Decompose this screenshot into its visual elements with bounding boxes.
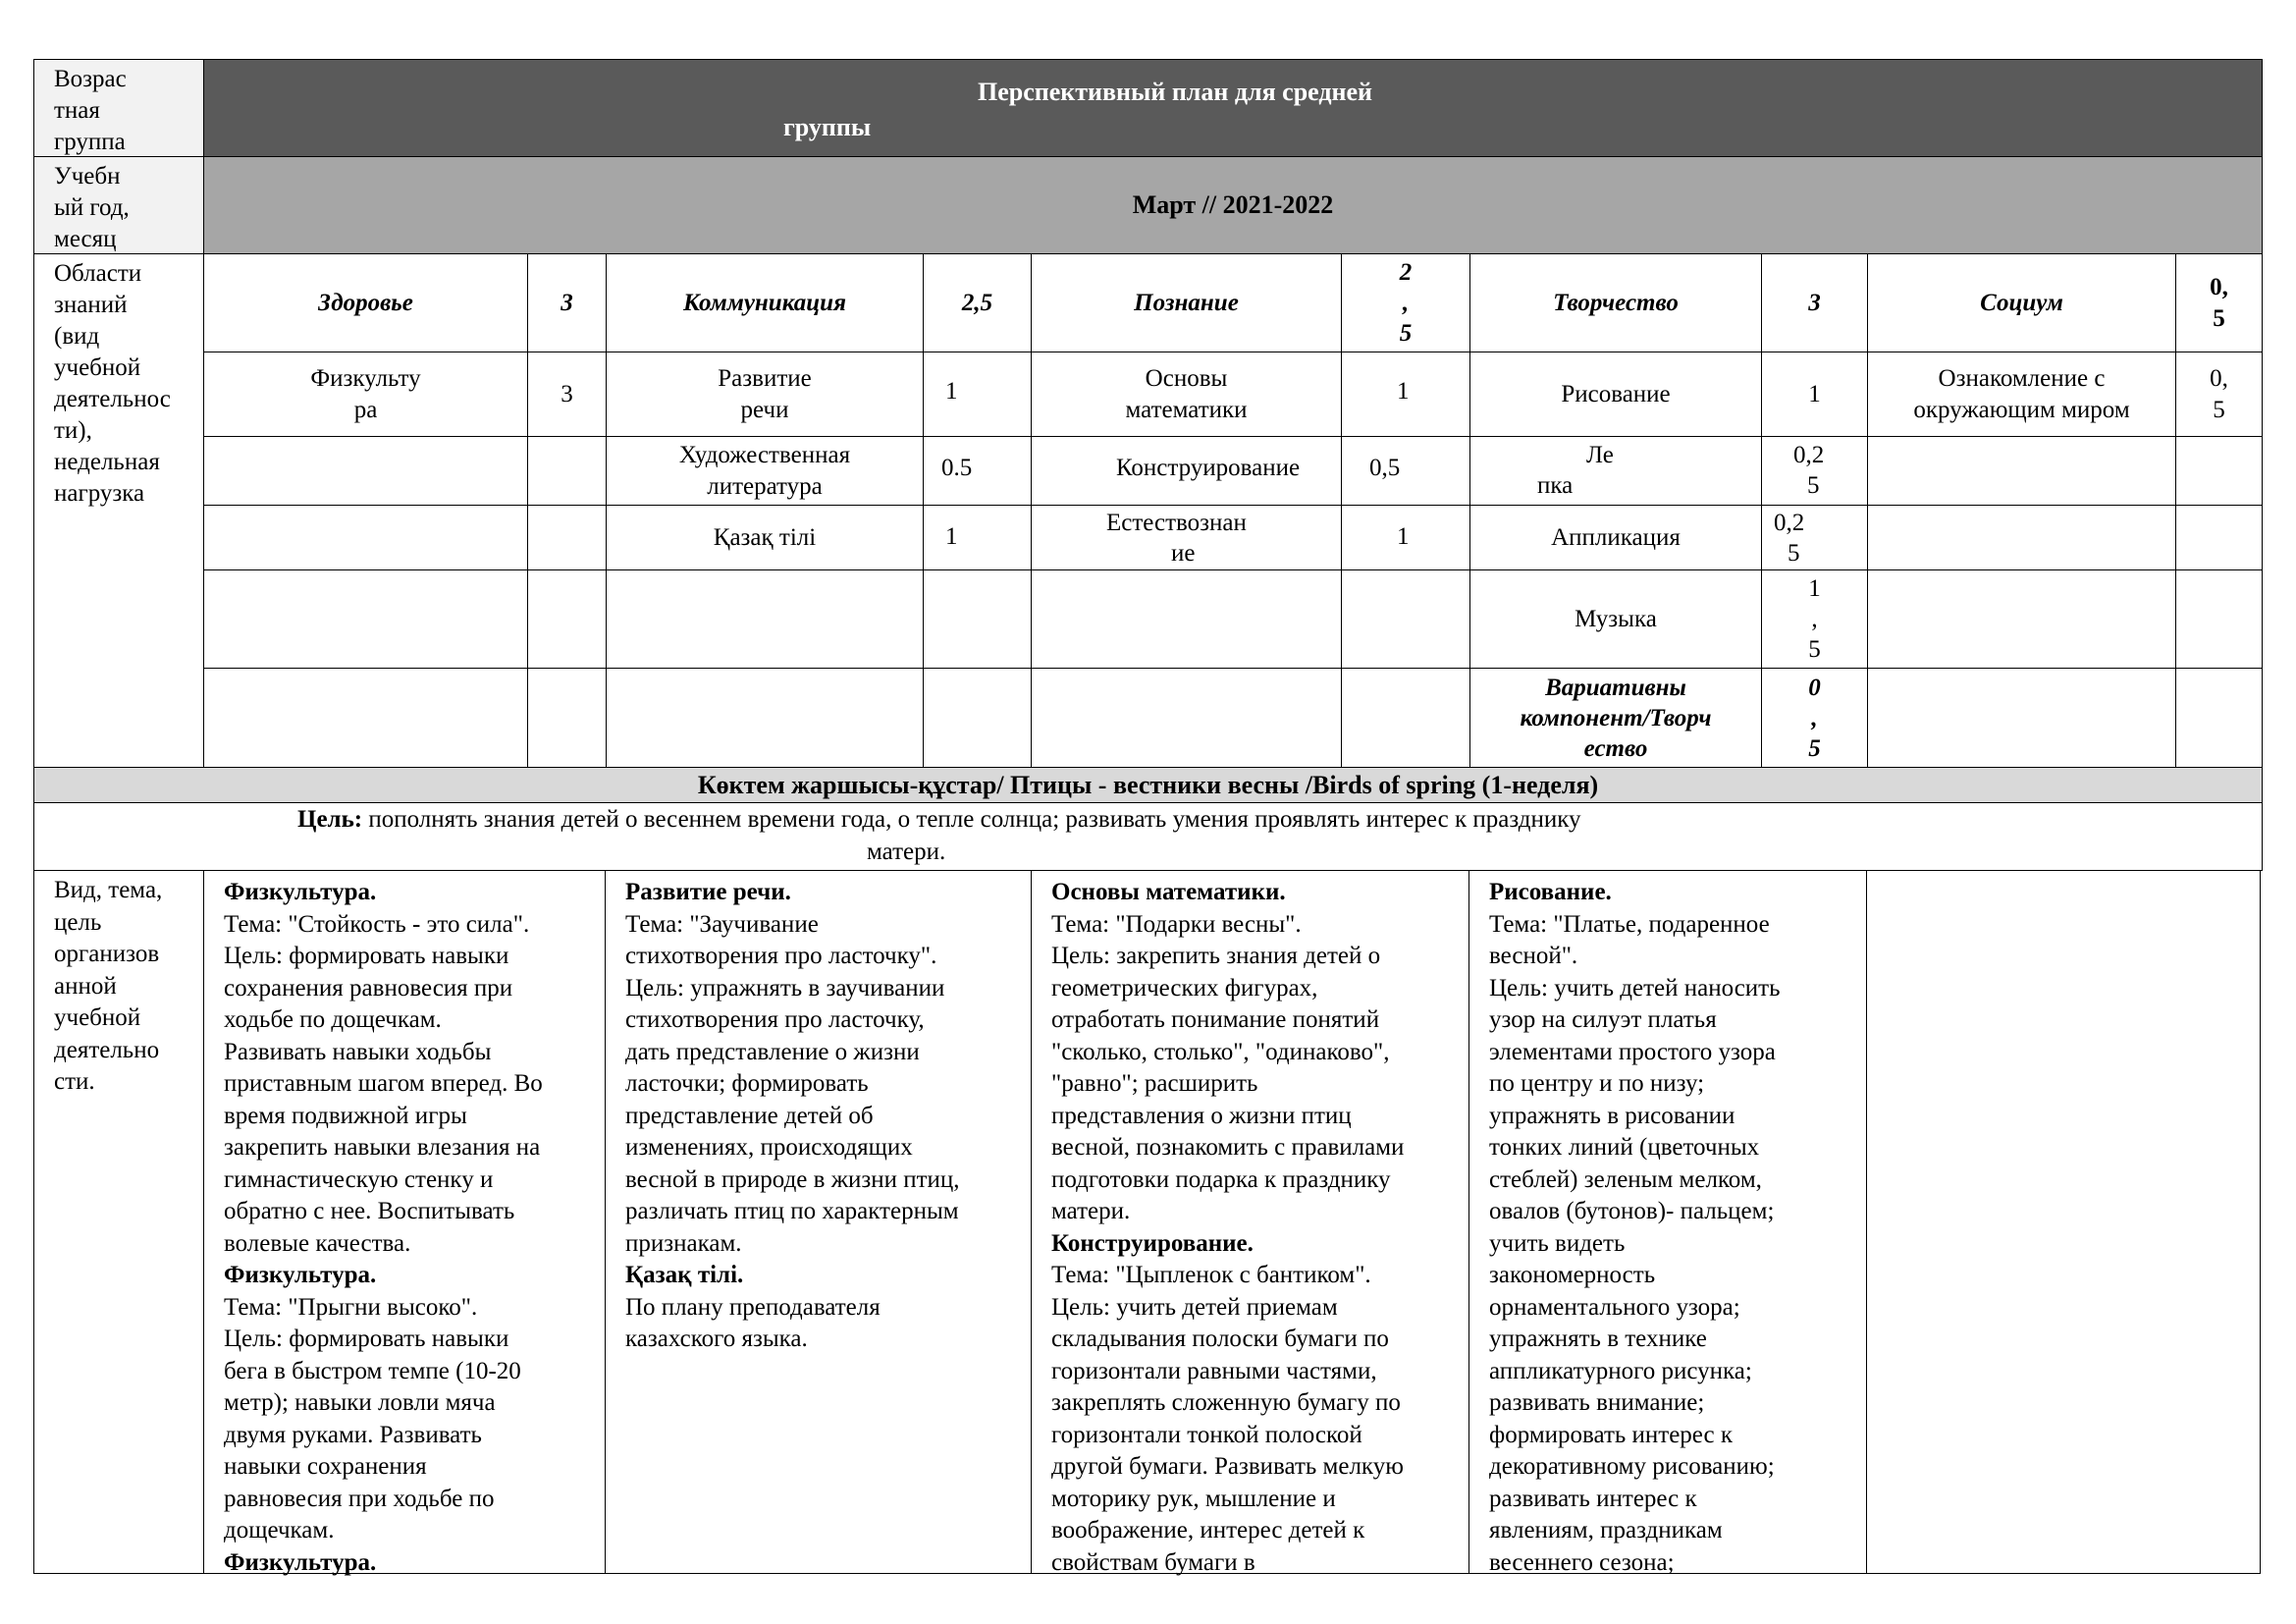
activity-text-line: навыки сохранения: [224, 1453, 427, 1480]
activity-text-line: подготовки подарка к празднику: [1051, 1165, 1391, 1193]
activity-text-line: овалов (бутонов)- пальцем;: [1489, 1198, 1775, 1224]
activity-text-line: "равно"; расширить: [1051, 1070, 1258, 1097]
label-line: нагрузка: [54, 480, 145, 507]
subject-line: Художественная: [678, 441, 851, 468]
area-name: Познание: [1134, 289, 1239, 316]
area-load: 3: [1808, 289, 1821, 316]
load-part: 0,: [2210, 273, 2228, 300]
load-part: 5: [1807, 472, 1820, 499]
subject-lit-load: [923, 436, 1032, 506]
subject-fizkultura: [203, 352, 528, 437]
activity-text-line: формировать интерес к: [1489, 1421, 1734, 1448]
load-part: 0,2: [1793, 442, 1825, 468]
empty-cell: [1341, 668, 1470, 768]
activity-text-line: воображение, интерес детей к: [1051, 1517, 1365, 1543]
load-part: 0,: [2210, 364, 2228, 392]
subject-load: 1: [1397, 378, 1410, 405]
empty-cell: [2175, 569, 2263, 669]
subject-rech: [606, 352, 924, 437]
load-part: 5: [1808, 636, 1821, 663]
subject-line: Физкульту: [310, 364, 421, 392]
activity-label: [33, 870, 204, 1574]
label-line: Возрас: [54, 66, 127, 92]
area-health: [203, 253, 528, 352]
activity-text-line: Цель: упражнять в заучивании: [625, 974, 945, 1001]
year-label: [33, 156, 204, 254]
empty-cell: [606, 569, 924, 669]
activity-text-line: тонких линий (цветочных: [1489, 1134, 1760, 1161]
activity-text-line: бега в быстром темпе (10-20: [224, 1357, 521, 1384]
subject-okr-load: [2175, 352, 2263, 437]
activity-text-line: время подвижной игры: [224, 1102, 467, 1129]
activity-text-line: складывания полоски бумаги по: [1051, 1326, 1389, 1352]
activity-text-line: Цель: формировать навыки: [224, 1326, 509, 1352]
empty-cell: [203, 668, 528, 768]
age-group-label: [33, 59, 204, 157]
subject-name: Музыка: [1575, 605, 1657, 632]
load-part: 5: [2213, 396, 2225, 423]
label-line: анной: [54, 972, 117, 1000]
load-part: 0,2: [1774, 510, 1805, 536]
area-health-load: [527, 253, 607, 352]
subject-estest-load: [1341, 505, 1470, 570]
activity-text-line: равновесия при ходьбе по: [224, 1485, 495, 1512]
subject-muz: [1469, 569, 1762, 669]
empty-cell: [606, 668, 924, 768]
label-line: (вид: [54, 323, 100, 350]
activity-text-line: "сколько, столько", "одинаково",: [1051, 1038, 1390, 1065]
activity-text-line: сохранения равновесия при: [224, 974, 513, 1001]
month-value: Март // 2021-2022: [1132, 190, 1334, 219]
subject-load: 0,5: [1369, 455, 1401, 481]
activity-text-line: развивать внимание;: [1489, 1389, 1705, 1416]
empty-cell: [527, 436, 607, 506]
goal-line2: матери.: [867, 839, 946, 865]
empty-cell: [1341, 569, 1470, 669]
empty-cell: [1031, 668, 1342, 768]
label-line: недельная: [54, 449, 160, 475]
subject-name: Аппликация: [1551, 523, 1681, 551]
activity-text-line: ласточки; формировать: [625, 1070, 869, 1097]
activity-text-line: отработать понимание понятий: [1051, 1006, 1380, 1033]
subject-line: Ознакомление с: [1938, 364, 2106, 392]
subject-rech-load: [923, 352, 1032, 437]
activity-text-line: двумя руками. Развивать: [224, 1421, 482, 1448]
areas-label: [33, 253, 204, 768]
subject-line: пка: [1537, 472, 1574, 499]
activity-text-line: горизонтали равными частями,: [1051, 1357, 1377, 1384]
area-creativity-load: [1761, 253, 1868, 352]
activity-text-line: гимнастическую стенку и: [224, 1165, 494, 1193]
activity-heading: Основы математики.: [1051, 879, 1286, 905]
subject-line: Естествознан: [1106, 510, 1247, 536]
activity-text-line: Тема: "Платье, подаренное: [1489, 910, 1770, 938]
activity-text-line: явлениям, праздникам: [1489, 1517, 1723, 1543]
subject-load: 0.5: [941, 455, 973, 481]
plan-title-cell: [203, 59, 2263, 157]
subject-name: Конструирование: [1116, 455, 1301, 481]
activity-text-line: волевые качества.: [224, 1229, 411, 1257]
activity-text-line: орнаментального узора;: [1489, 1293, 1740, 1321]
load-part: ,: [1811, 704, 1818, 731]
activity-text-line: упражнять в технике: [1489, 1326, 1707, 1352]
activity-text-line: казахского языка.: [625, 1326, 808, 1352]
goal-text-1: пополнять знания детей о весеннем времени года, о тепле солнца; развивать умения проявлять интерес к празднику: [362, 806, 1581, 833]
subject-muz-load: [1761, 569, 1868, 669]
activity-text-line: представление детей об: [625, 1102, 874, 1129]
activity-heading: Физкультура.: [224, 1262, 377, 1288]
subject-load: 3: [561, 380, 573, 407]
activity-text-line: представления о жизни птиц: [1051, 1102, 1352, 1129]
activity-text-line: ходьбе по дощечкам.: [224, 1006, 442, 1033]
subject-math: [1031, 352, 1342, 437]
area-cognition: [1031, 253, 1342, 352]
subject-lit: [606, 436, 924, 506]
activity-column-health: [203, 870, 606, 1574]
subject-var: [1469, 668, 1762, 768]
load-part: 5: [1399, 320, 1413, 347]
subject-line: Основы: [1145, 364, 1228, 392]
activity-text-line: Цель: закрепить знания детей о: [1051, 943, 1381, 969]
area-creativity: [1469, 253, 1762, 352]
label-line: деятельнос: [54, 386, 171, 412]
subject-load: 1: [1397, 523, 1410, 550]
activity-text-line: Цель: учить детей наносить: [1489, 974, 1781, 1001]
activity-text-line: метр); навыки ловли мяча: [224, 1389, 496, 1416]
activity-text-line: весной, познакомить с правилами: [1051, 1134, 1405, 1161]
subject-lepka-load: [1761, 436, 1868, 506]
subject-math-load: [1341, 352, 1470, 437]
subject-name: Рисование: [1561, 380, 1671, 407]
activity-text-line: матери.: [1051, 1198, 1131, 1224]
empty-cell: [527, 505, 607, 570]
subject-ris-load: [1761, 352, 1868, 437]
activity-text-line: Тема: "Заучивание: [625, 910, 819, 938]
empty-cell: [1867, 505, 2176, 570]
activity-text-line: По плану преподавателя: [625, 1293, 881, 1321]
activity-text-line: моторику рук, мышление и: [1051, 1485, 1336, 1512]
subject-load: 1: [945, 378, 958, 405]
subject-okr: [1867, 352, 2176, 437]
activity-text-line: Тема: "Прыгни высоко".: [224, 1293, 478, 1321]
subject-kaz-load: [923, 505, 1032, 570]
activity-text-line: Тема: "Подарки весны".: [1051, 910, 1302, 938]
activity-text-line: дать представление о жизни: [625, 1038, 920, 1065]
subject-line: ие: [1171, 540, 1196, 567]
activity-text-line: закреплять сложенную бумагу по: [1051, 1389, 1401, 1416]
activity-heading: Физкультура.: [224, 879, 377, 905]
subject-line: компонент/Творч: [1520, 704, 1712, 731]
area-name: Здоровье: [318, 289, 413, 316]
load-part: 2: [1399, 259, 1413, 286]
empty-cell: [1867, 668, 2176, 768]
activity-text-line: развивать интерес к: [1489, 1485, 1697, 1512]
label-line: деятельно: [54, 1036, 160, 1063]
activity-heading: Физкультура.: [224, 1548, 377, 1576]
label-line: месяц: [54, 226, 117, 252]
empty-cell: [1867, 436, 2176, 506]
label-line: Учебн: [54, 163, 121, 189]
activity-column-society: [1866, 870, 2261, 1574]
activity-text-line: обратно с нее. Воспитывать: [224, 1198, 515, 1224]
goal-label: Цель:: [297, 806, 363, 833]
area-name: Творчество: [1553, 289, 1679, 316]
subject-line: окружающим миром: [1913, 396, 2130, 423]
subject-var-load: [1761, 668, 1868, 768]
activity-column-creativity: [1468, 870, 1867, 1574]
label-line: ти),: [54, 417, 92, 444]
plan-title-line1: Перспективный план для средней: [978, 78, 1373, 106]
empty-cell: [2175, 668, 2263, 768]
activity-text-line: учить видеть: [1489, 1229, 1626, 1257]
empty-cell: [203, 436, 528, 506]
subject-line: ество: [1583, 734, 1648, 762]
subject-kaz: [606, 505, 924, 570]
activity-column-cognition: [1031, 870, 1469, 1574]
activity-heading: Қазақ тілі.: [625, 1262, 744, 1288]
subject-appl-load: [1761, 505, 1868, 570]
area-name: Коммуникация: [683, 289, 846, 316]
month-cell: [203, 156, 2263, 254]
empty-cell: [527, 569, 607, 669]
activity-text-line: весной".: [1489, 943, 1578, 969]
empty-cell: [527, 668, 607, 768]
empty-cell: [923, 569, 1032, 669]
activity-text-line: стеблей) зеленым мелком,: [1489, 1165, 1762, 1193]
area-society: [1867, 253, 2176, 352]
activity-text-line: стихотворения про ласточку,: [625, 1006, 925, 1033]
empty-cell: [923, 668, 1032, 768]
activity-text-line: Тема: "Цыпленок с бантиком".: [1051, 1262, 1371, 1288]
subject-load: 1: [1808, 380, 1821, 407]
activity-text-line: элементами простого узора: [1489, 1038, 1776, 1065]
label-line: ый год,: [54, 194, 130, 221]
subject-line: речи: [740, 396, 789, 423]
subject-load: 1: [945, 523, 958, 550]
load-part: 5: [2213, 304, 2225, 332]
load-part: ,: [1811, 606, 1818, 632]
activity-text-line: аппликатурного рисунка;: [1489, 1357, 1752, 1384]
area-communication-load: [923, 253, 1032, 352]
label-line: сти.: [54, 1068, 95, 1095]
empty-cell: [1031, 569, 1342, 669]
activity-text-line: стихотворения про ласточку".: [625, 943, 937, 969]
label-line: Области: [54, 260, 142, 287]
empty-cell: [2175, 505, 2263, 570]
area-load: 2,5: [961, 289, 993, 316]
subject-line: Ле: [1586, 442, 1614, 468]
label-line: учебной: [54, 1004, 141, 1031]
load-part: ,: [1402, 290, 1410, 316]
subject-konstr-load: [1341, 436, 1470, 506]
load-part: 5: [1808, 734, 1821, 762]
activity-heading: Конструирование.: [1051, 1229, 1254, 1257]
activity-text-line: весной в природе в жизни птиц,: [625, 1165, 960, 1193]
empty-cell: [203, 569, 528, 669]
load-part: 5: [1788, 540, 1800, 567]
activity-text-line: по центру и по низу;: [1489, 1070, 1705, 1097]
subject-line: ра: [353, 396, 378, 423]
activity-heading: Рисование.: [1489, 879, 1612, 905]
empty-cell: [2175, 436, 2263, 506]
activity-text-line: Тема: "Стойкость - это сила".: [224, 910, 530, 938]
activity-text-line: весеннего сезона;: [1489, 1548, 1675, 1576]
subject-appl: [1469, 505, 1762, 570]
activity-text-line: закономерность: [1489, 1262, 1656, 1288]
area-cognition-load: [1341, 253, 1470, 352]
activity-text-line: свойствам бумаги в: [1051, 1548, 1255, 1576]
activity-text-line: геометрических фигурах,: [1051, 974, 1318, 1001]
activity-text-line: Развивать навыки ходьбы: [224, 1038, 492, 1065]
activity-text-line: приставным шагом вперед. Во: [224, 1070, 543, 1097]
area-name: Социум: [1980, 289, 2063, 316]
label-line: тная: [54, 97, 100, 124]
empty-cell: [203, 505, 528, 570]
activity-text-line: упражнять в рисовании: [1489, 1102, 1735, 1129]
label-line: Вид, тема,: [54, 877, 163, 903]
subject-fizkultura-load: [527, 352, 607, 437]
label-line: цель: [54, 908, 102, 936]
activity-text-line: декоративному рисованию;: [1489, 1453, 1775, 1480]
activity-column-communication: [605, 870, 1032, 1574]
label-line: знаний: [54, 292, 128, 318]
activity-text-line: другой бумаги. Развивать мелкую: [1051, 1453, 1404, 1480]
subject-line: математики: [1125, 396, 1248, 423]
subject-konstr: [1031, 436, 1342, 506]
goal-cell: [33, 802, 2263, 871]
subject-estest: [1031, 505, 1342, 570]
load-part: 1: [1808, 575, 1821, 602]
label-line: организов: [54, 941, 160, 967]
activity-text-line: различать птиц по характерным: [625, 1198, 959, 1224]
subject-ris: [1469, 352, 1762, 437]
label-line: учебной: [54, 354, 141, 381]
activity-text-line: узор на силуэт платья: [1489, 1006, 1717, 1033]
activity-text-line: Цель: учить детей приемам: [1051, 1293, 1338, 1321]
subject-line: литература: [707, 472, 823, 500]
activity-heading: Развитие речи.: [625, 879, 791, 905]
subject-line: Развитие: [718, 364, 812, 392]
empty-cell: [1867, 569, 2176, 669]
week-title-text: Көктем жаршысы-құстар/ Птицы - вестники весны /Birds of spring (1-неделя): [697, 770, 1599, 799]
activity-text-line: горизонтали тонкой полоской: [1051, 1421, 1362, 1448]
label-line: группа: [54, 129, 126, 155]
load-part: 0: [1808, 674, 1821, 701]
area-society-load: [2175, 253, 2263, 352]
area-load: 3: [561, 289, 573, 316]
activity-text-line: закрепить навыки влезания на: [224, 1134, 541, 1161]
subject-line: Вариативны: [1545, 674, 1686, 701]
plan-title-line2: группы: [783, 113, 872, 141]
activity-text-line: изменениях, происходящих: [625, 1134, 913, 1161]
activity-text-line: Цель: формировать навыки: [224, 943, 509, 969]
goal-line1: [297, 804, 1581, 836]
subject-name: Қазақ тілі: [713, 523, 817, 551]
area-communication: [606, 253, 924, 352]
week-title: [33, 767, 2263, 803]
activity-text-line: признакам.: [625, 1229, 742, 1257]
subject-lepka: [1469, 436, 1762, 506]
activity-text-line: дощечкам.: [224, 1517, 335, 1543]
